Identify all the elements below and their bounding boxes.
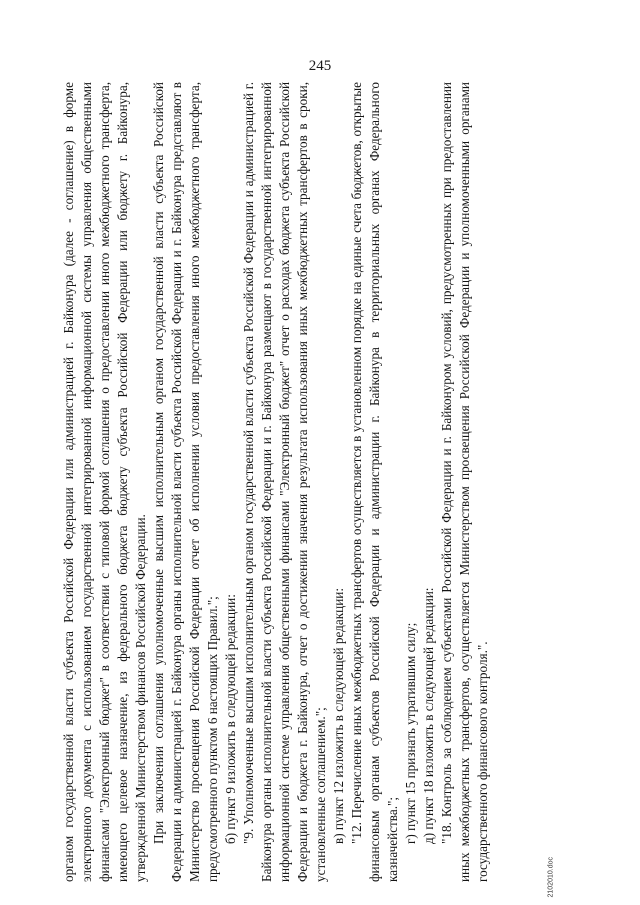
footer <box>543 840 557 900</box>
page-number: 245 <box>308 58 332 74</box>
paragraph: д) пункт 18 изложить в следующей редакции: <box>421 587 436 844</box>
footer-code: 2102010.doc <box>547 857 555 898</box>
rotated-body-frame <box>60 62 530 902</box>
paragraph: "18. Контроль за соблюдением субъектами Российской Федерации и г. Байконуром условий, предусмотренных при предоставлении иных межбюджетных трансфертов, осуществляется Министерством просвещения Российской Федерации и уполномоченными органами государственного финансового контроля.". <box>439 82 490 882</box>
paragraph: "12. Перечисление иных межбюджетных трансфертов осуществляется в установленном порядке на единые счета бюджетов, открытые финансовым органам субъектов Российской Федерации и администрации г. Байконура в территориальных органах Федерального казначейства."; <box>349 82 400 882</box>
document-body <box>60 82 530 882</box>
paragraph: г) пункт 15 признать утратившим силу; <box>403 622 418 844</box>
paragraph: б) пункт 9 изложить в следующей редакции: <box>223 594 238 844</box>
paragraph: "9. Уполномоченные высшим исполнительным органом государственной власти субъекта Российской Федерации и администрацией г. Байконура органы исполнительной власти субъекта Российской Федерации и г. Байконура размещают в государственной интегрированной информационной системе управления общественными финансами "Электронный бюджет" отчет о расходах бюджета субъекта Российской Федерации и бюджета г. Байконура, отчет о достижении значения результата использования иных межбюджетных трансфертов в сроки, установленные соглашением."; <box>241 82 328 882</box>
paragraph: При заключении соглашения уполномоченные высшим исполнительным органом государственной власти субъекта Российской Федерации и администрацией г. Байконура органы исполнительной власти субъекта Российской Федерации и г. Байконура представляют в Министерство просвещения Российской Федерации отчет об исполнении условия предоставления иного межбюджетного трансферта, предусмотренного пунктом 6 настоящих Правил."; <box>151 82 220 882</box>
paragraph: в) пункт 12 изложить в следующей редакции: <box>331 588 346 844</box>
paragraph: органом государственной власти субъекта Российской Федерации или администрацией г. Байконура (далее - соглашение) в форме электронного документа с использованием государственной интегрированной информационной системы управления общественными финансами "Электронный бюджет" в соответствии с типовой формой соглашения о предоставлении иного межбюджетного трансферта, имеющего целевое назначение, из федерального бюджета бюджету субъекта Российской Федерации или бюджету г. Байконура, утвержденной Министерством финансов Российской Федерации. <box>61 82 148 882</box>
